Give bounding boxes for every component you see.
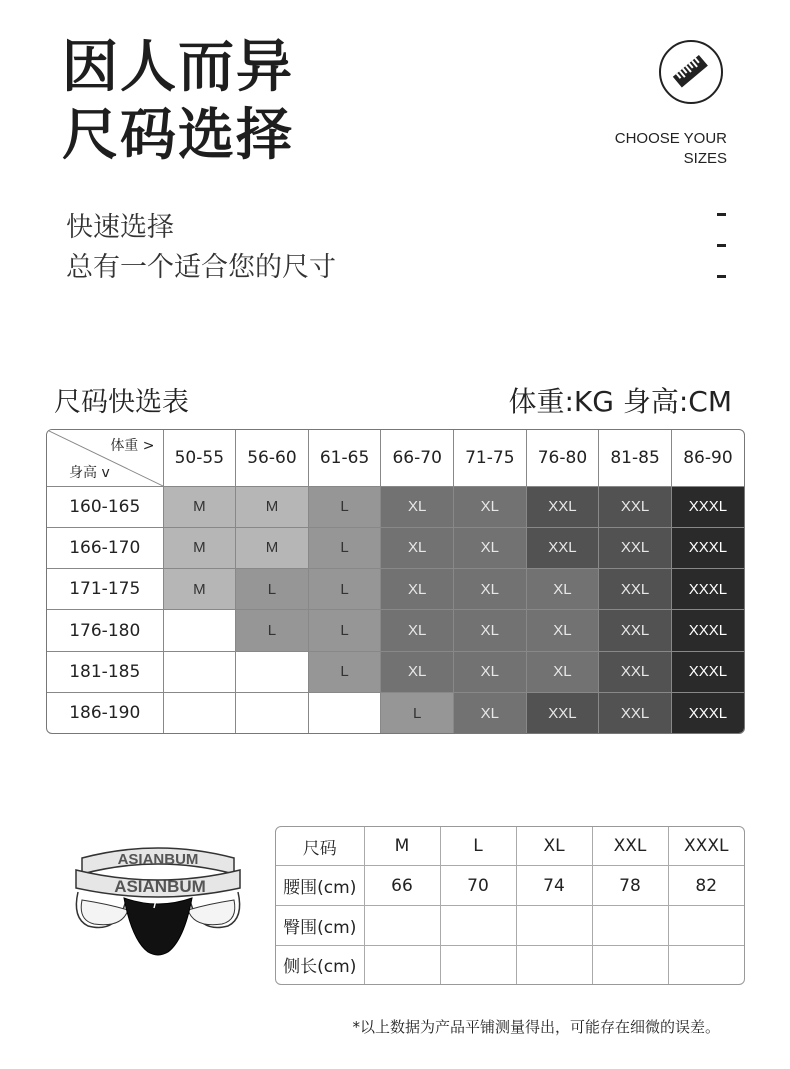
measure-value: 78 (592, 866, 668, 906)
jockstrap-image (68, 840, 248, 969)
height-header: 166-170 (47, 527, 163, 568)
measure-label: 臀围(cm) (276, 905, 364, 945)
size-cell: XXXL (671, 693, 744, 733)
size-cell: L (381, 693, 454, 733)
size-cell: M (163, 486, 236, 527)
size-cell: XL (381, 651, 454, 692)
size-cell (308, 693, 381, 733)
choose-sizes-caption (615, 129, 727, 169)
size-cell: XL (526, 651, 599, 692)
choose-line-1: CHOOSE YOUR (614, 130, 727, 147)
height-header: 181-185 (47, 651, 163, 692)
size-cell: XL (381, 527, 454, 568)
size-cell: XXL (599, 569, 672, 610)
dash (717, 213, 726, 216)
size-cell: XXL (526, 486, 599, 527)
measure-value (516, 945, 592, 984)
size-cell: L (308, 527, 381, 568)
table-row (47, 569, 744, 610)
size-header: M (364, 827, 440, 866)
size-cell: XXL (599, 693, 672, 733)
weight-header: 81-85 (599, 430, 672, 486)
size-cell: M (163, 527, 236, 568)
table-row (47, 610, 744, 651)
size-cell: L (308, 610, 381, 651)
measure-value (364, 945, 440, 984)
measure-value (516, 905, 592, 945)
title-line-2: 尺码选择 (62, 103, 294, 168)
ruler-icon (659, 40, 723, 104)
dash (717, 244, 726, 247)
size-cell: XXL (599, 486, 672, 527)
size-cell: XL (454, 569, 527, 610)
size-cell: L (308, 486, 381, 527)
size-header: L (440, 827, 516, 866)
measure-value (668, 945, 744, 984)
size-cell: L (308, 651, 381, 692)
height-header: 176-180 (47, 610, 163, 651)
title-line-1: 因人而异 (62, 35, 294, 100)
size-cell (163, 693, 236, 733)
weight-header: 50-55 (163, 430, 236, 486)
brand-text-front: ASIANBUM (114, 877, 206, 896)
size-cell: XXXL (671, 651, 744, 692)
measure-value (592, 945, 668, 984)
size-cell: XL (381, 569, 454, 610)
table-row (47, 651, 744, 692)
table-row (47, 527, 744, 568)
size-cell: XXXL (671, 569, 744, 610)
size-cell: XXL (526, 693, 599, 733)
size-cell (236, 651, 309, 692)
size-cell: M (236, 527, 309, 568)
size-cell: XXL (526, 527, 599, 568)
table-row (276, 945, 744, 984)
subtitle (66, 208, 336, 288)
measure-value: 70 (440, 866, 516, 906)
size-cell: XL (454, 651, 527, 692)
size-cell: XL (454, 693, 527, 733)
table-row (47, 486, 744, 527)
measure-value (592, 905, 668, 945)
size-cell: M (236, 486, 309, 527)
size-cell: XXXL (671, 527, 744, 568)
dash (717, 275, 726, 278)
size-cell: L (236, 610, 309, 651)
page-title (62, 34, 294, 170)
size-cell: XXXL (671, 486, 744, 527)
choose-line-2: SIZES (683, 150, 727, 167)
brand-text-back: ASIANBUM (117, 851, 199, 868)
size-cell: XXL (599, 610, 672, 651)
measurement-note: *以上数据为产品平铺测量得出，可能存在细微的误差。 (352, 1018, 720, 1036)
measure-value (364, 905, 440, 945)
size-cell: XXL (599, 651, 672, 692)
size-cell (163, 651, 236, 692)
measure-label: 侧长(cm) (276, 945, 364, 984)
size-cell: XL (381, 610, 454, 651)
size-cell: XXXL (671, 610, 744, 651)
weight-header: 56-60 (236, 430, 309, 486)
height-axis-label: 身高 v (69, 464, 110, 481)
height-header: 186-190 (47, 693, 163, 733)
height-header: 160-165 (47, 486, 163, 527)
size-cell: XL (526, 610, 599, 651)
measure-value (440, 945, 516, 984)
table-row (276, 905, 744, 945)
measurement-table (275, 826, 745, 985)
size-cell: XL (454, 610, 527, 651)
size-header: XXXL (668, 827, 744, 866)
quick-size-table (46, 429, 745, 734)
measure-label: 腰围(cm) (276, 866, 364, 906)
size-cell: L (308, 569, 381, 610)
measure-value (668, 905, 744, 945)
size-cell: XL (526, 569, 599, 610)
size-cell: XL (454, 527, 527, 568)
measure-value: 74 (516, 866, 592, 906)
weight-header: 61-65 (308, 430, 381, 486)
table-row (47, 693, 744, 733)
weight-header: 76-80 (526, 430, 599, 486)
size-cell: M (163, 569, 236, 610)
height-header: 171-175 (47, 569, 163, 610)
size-cell (236, 693, 309, 733)
size-header: XXL (592, 827, 668, 866)
size-cell: XXL (599, 527, 672, 568)
measure-value: 82 (668, 866, 744, 906)
table-row (276, 866, 744, 906)
size-cell (163, 610, 236, 651)
table-header-row (276, 827, 744, 866)
size-header: XL (516, 827, 592, 866)
subtitle-line-1: 快速选择 (66, 212, 174, 243)
decorative-dashes (717, 213, 726, 306)
measure-value (440, 905, 516, 945)
size-label-header: 尺码 (276, 827, 364, 866)
quick-table-title: 尺码快选表 (54, 387, 189, 418)
subtitle-line-2: 总有一个适合您的尺寸 (66, 252, 336, 283)
size-cell: XL (454, 486, 527, 527)
size-cell: XL (381, 486, 454, 527)
weight-header: 71-75 (454, 430, 527, 486)
measure-value: 66 (364, 866, 440, 906)
units-label: 体重:KG 身高:CM (508, 385, 732, 418)
weight-header: 66-70 (381, 430, 454, 486)
weight-header: 86-90 (671, 430, 744, 486)
weight-axis-label: 体重 > (110, 438, 155, 454)
table-corner-cell (47, 430, 163, 486)
size-cell: L (236, 569, 309, 610)
